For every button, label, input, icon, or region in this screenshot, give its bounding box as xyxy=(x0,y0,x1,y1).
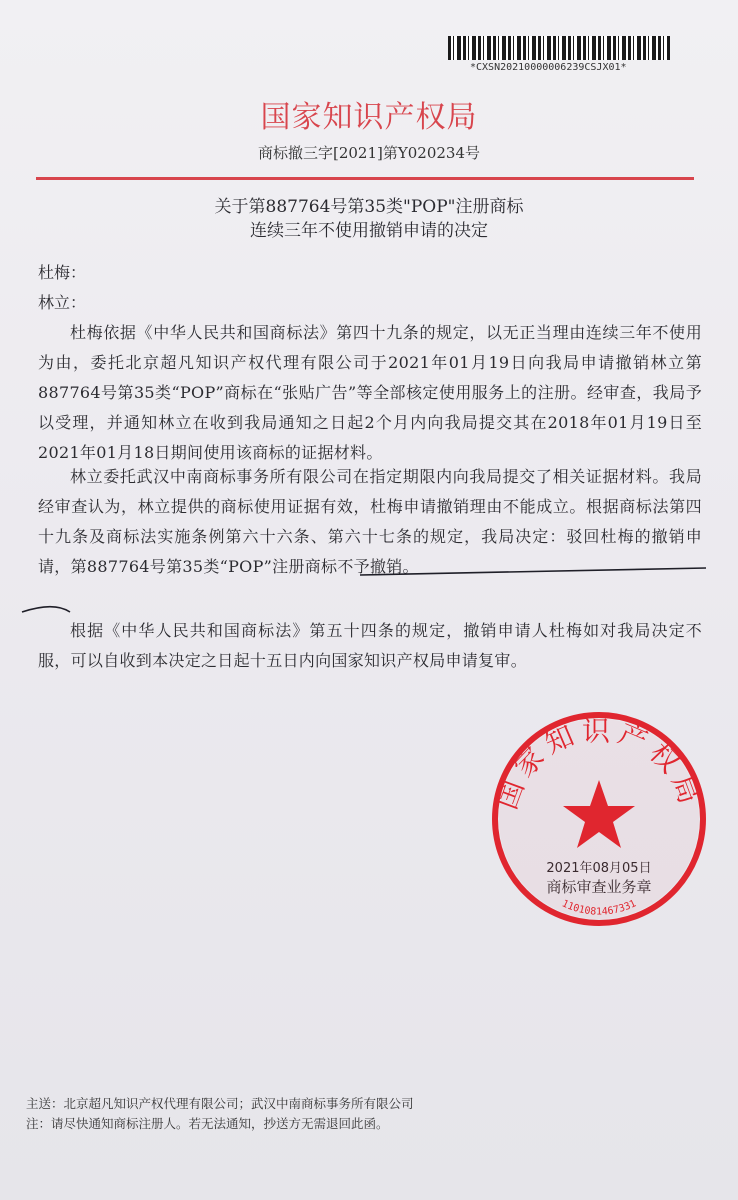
seal-ring-text: 国家知识产权局 xyxy=(489,714,709,814)
footer-note: 注：请尽快通知商标注册人。若无法通知，抄送方无需退回此函。 xyxy=(26,1116,389,1131)
paragraph-decision: 林立委托武汉中南商标事务所有限公司在指定期限内向我局提交了相关证据材料。我局经审查认为，林立提供的商标使用证据有效，杜梅申请撤销理由不能成立。根据商标法第四十九条及商标法实施条例第六十六条、第六十七条的规定，我局决定：驳回杜梅的撤销申请，第887764号第35类“POP”注册商标不予撤销。 xyxy=(38,467,702,576)
seal-department: 商标审查业务章 xyxy=(546,878,652,896)
seal-date: 2021年08月05日 xyxy=(546,861,652,876)
paragraph-review-rights: 根据《中华人民共和国商标法》第五十四条的规定，撤销申请人杜梅如对我局决定不服，可以自收到本决定之日起十五日内向国家知识产权局申请复审。 xyxy=(38,621,702,670)
footer-recipients: 主送：北京超凡知识产权代理有限公司；武汉中南商标事务所有限公司 xyxy=(26,1096,414,1111)
salutation-applicant: 杜梅： xyxy=(38,263,87,282)
seal-code: 1101081467331 xyxy=(559,898,639,918)
red-divider-line xyxy=(36,177,694,180)
salutation-registrant: 林立： xyxy=(38,293,87,312)
document-title-line-2: 连续三年不使用撤销申请的决定 xyxy=(250,221,488,241)
paragraph-application: 杜梅依据《中华人民共和国商标法》第四十九条的规定，以无正当理由连续三年不使用为由，委托北京超凡知识产权代理有限公司于2021年01月19日向我局申请撤销林立第887764号第35类“POP”商标在“张贴广告”等全部核定使用服务上的注册。经审查，我局予以受理，并通知林立在收到我局通知之日起2个月内向我局提交其在2018年01月19日至2021年01月18日期间使用该商标的证据材料。 xyxy=(38,323,702,462)
barcode-number: *CXSN20210000006239CSJX01* xyxy=(470,62,627,73)
barcode xyxy=(448,36,670,60)
official-seal-stamp xyxy=(488,708,710,930)
document-number: 商标撤三字[2021]第Y020234号 xyxy=(257,144,481,162)
document-title-line-1: 关于第887764号第35类"POP"注册商标 xyxy=(214,197,524,217)
issuing-organization: 国家知识产权局 xyxy=(260,100,478,135)
